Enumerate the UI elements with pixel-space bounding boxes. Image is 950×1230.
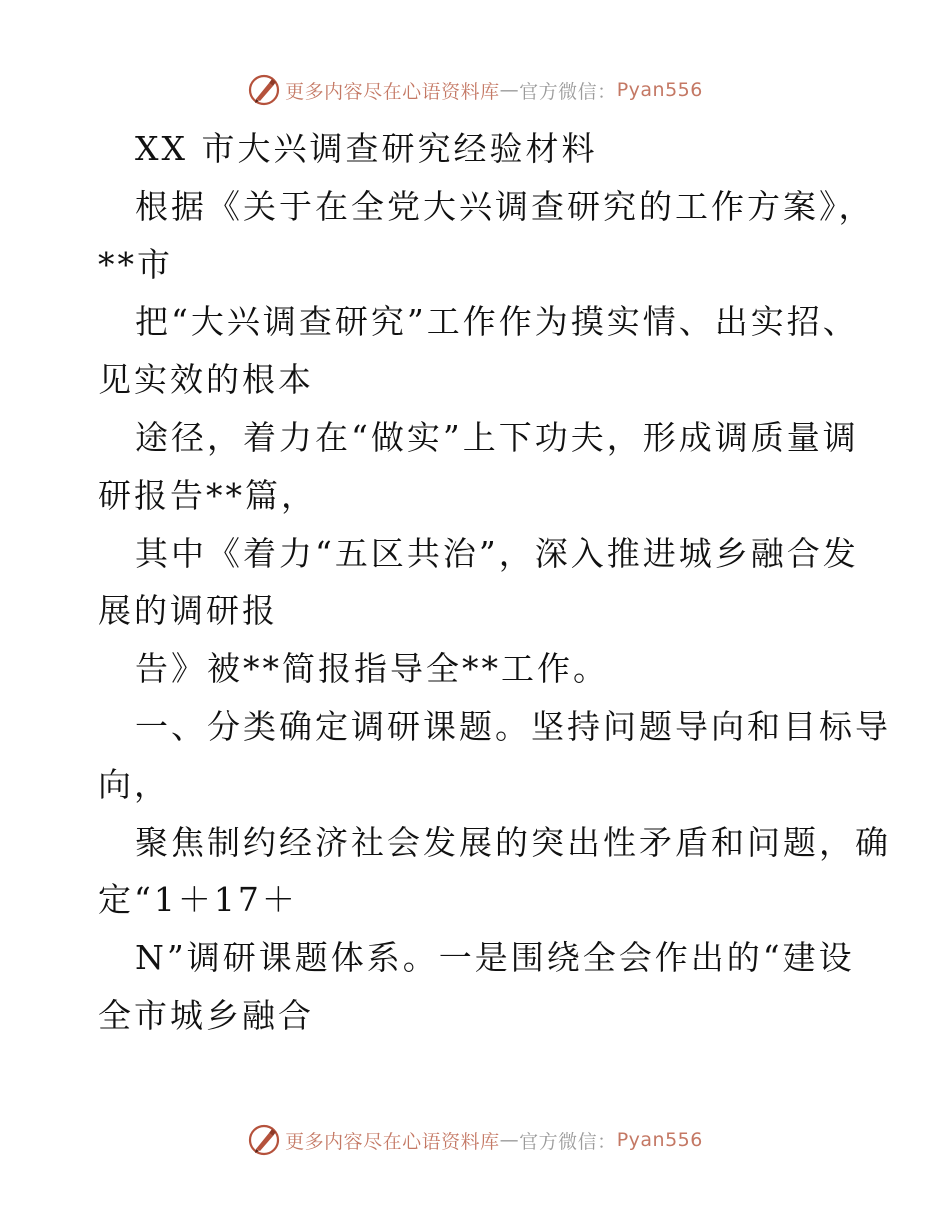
watermark-wechat-label: 官方微信： — [519, 1130, 617, 1153]
text-line: XX 市大兴调查研究经验材料 — [135, 129, 598, 168]
text-line: 一、分类确定调研课题。坚持问题导向和目标导 — [135, 706, 891, 746]
watermark-text: 更多内容尽在心语资料库 — [285, 1130, 500, 1153]
watermark-wechat-label: 官方微信： — [519, 80, 617, 103]
pen-logo-icon — [247, 1123, 281, 1157]
text-line: 定“1＋17＋ — [98, 880, 298, 920]
text-line: 途径，着力在“做实”上下功夫，形成调质量调 — [135, 417, 859, 457]
footer-watermark — [0, 1120, 950, 1160]
text-line: 展的调研报 — [98, 591, 278, 631]
text-line: N”调研课题体系。一是围绕全会作出的“建设 — [135, 938, 855, 978]
header-watermark — [0, 70, 950, 110]
text-line: 根据《关于在全党大兴调查研究的工作方案》， — [135, 186, 875, 226]
pen-logo-icon — [247, 73, 281, 107]
text-line: **市 — [98, 244, 173, 284]
document-body — [98, 120, 891, 1045]
text-line: 见实效的根本 — [98, 360, 314, 400]
text-line: 向， — [98, 764, 170, 804]
watermark-dash: — — [499, 1129, 520, 1151]
text-line: 把“大兴调查研究”工作作为摸实情、出实招、 — [135, 302, 859, 342]
watermark-wechat-id: Pyan556 — [616, 1129, 703, 1151]
text-line: 研报告**篇， — [98, 475, 317, 515]
text-line: 聚焦制约经济社会发展的突出性矛盾和问题，确 — [135, 822, 891, 862]
watermark-text: 更多内容尽在心语资料库 — [285, 80, 500, 103]
text-line: 其中《着力“五区共治”，深入推进城乡融合发 — [135, 533, 859, 573]
watermark-wechat-id: Pyan556 — [616, 79, 703, 101]
watermark-dash: — — [499, 79, 520, 101]
text-line: 告》被**简报指导全**工作。 — [135, 649, 609, 689]
text-line: 全市城乡融合 — [98, 995, 314, 1035]
